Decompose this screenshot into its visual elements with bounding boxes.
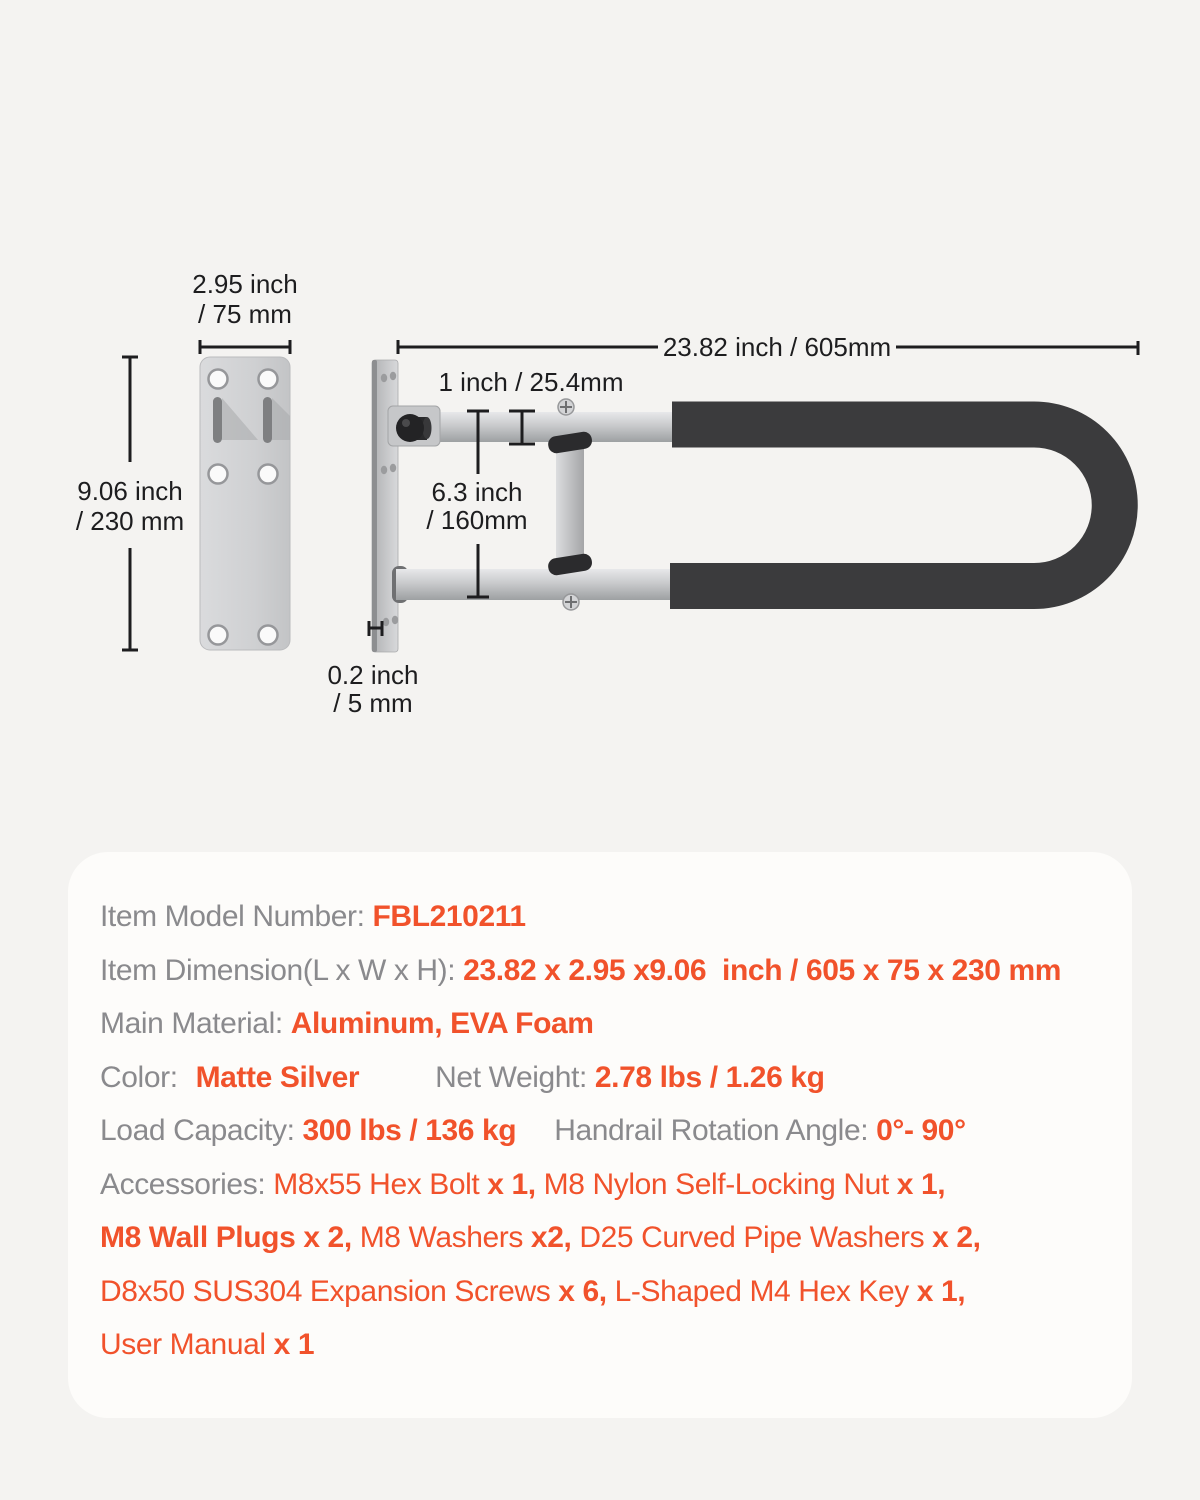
plate-width-dimension	[200, 340, 290, 354]
spec-segment: 2.78 lbs / 1.26 kg	[594, 1060, 825, 1094]
spec-segment: M8 Washers	[359, 1221, 531, 1254]
spec-line	[100, 1265, 1104, 1319]
plate-edge	[372, 360, 377, 652]
screw	[563, 594, 579, 610]
spec-segment: x 2,	[932, 1221, 981, 1254]
plate-thickness-label: 0.2 inch	[327, 660, 419, 690]
spec-segment: D8x50 SUS304 Expansion Screws	[100, 1274, 559, 1308]
spec-segment: x2,	[530, 1221, 580, 1254]
spec-card	[68, 852, 1132, 1418]
side-view-drawing	[327, 332, 1138, 718]
tube-diameter-label: 1 inch / 25.4mm	[438, 367, 624, 397]
spec-segment: L-Shaped M4 Hex Key	[614, 1274, 917, 1308]
plate-thickness-label: / 5 mm	[333, 688, 413, 718]
rail-gap-label: / 160mm	[426, 505, 528, 535]
spec-segment: D25 Curved Pipe Washers	[579, 1221, 933, 1254]
spec-segment: M8x55 Hex Bolt	[273, 1167, 488, 1201]
spec-segment: User Manual	[100, 1328, 274, 1361]
spec-segment: 23.82 x 2.95 x9.06 inch / 605 x 75 x 230 mm	[463, 953, 1061, 987]
spec-segment: x 1,	[916, 1274, 966, 1308]
spec-segment: Item Model Number:	[100, 900, 373, 933]
lower-tube	[396, 569, 680, 600]
plate-slot	[263, 397, 272, 443]
plate-slot	[213, 397, 222, 443]
spec-line	[100, 944, 1104, 998]
spec-segment: Item Dimension(L x W x H):	[100, 953, 464, 987]
plate-width-label: 2.95 inch	[192, 269, 298, 299]
spec-segment: x 1,	[896, 1167, 946, 1201]
spec-segment: FBL210211	[372, 900, 526, 933]
spec-segment: Net Weight:	[435, 1060, 595, 1094]
plate-height-label: / 230 mm	[75, 506, 185, 536]
spec-list	[100, 890, 1104, 1372]
pivot-knob-highlight	[402, 419, 410, 427]
spec-line	[100, 890, 1104, 944]
front-plate-drawing	[76, 269, 298, 650]
spec-segment: Main Material:	[100, 1007, 291, 1040]
spec-segment: x 6,	[558, 1274, 615, 1308]
spec-segment: Color:	[100, 1060, 186, 1094]
spec-line	[100, 1211, 1104, 1265]
spec-segment: 0°- 90°	[876, 1114, 966, 1147]
spec-segment: M8 Nylon Self-Locking Nut	[543, 1167, 897, 1201]
spec-segment: Handrail Rotation Angle:	[554, 1114, 877, 1147]
plate-width-label: / 75 mm	[198, 299, 292, 329]
spec-segment: Matte Silver	[195, 1060, 360, 1094]
spec-segment: M8 Wall Plugs x 2,	[100, 1221, 360, 1254]
spec-line	[100, 1104, 1104, 1158]
spec-segment: x 1	[273, 1328, 315, 1361]
spec-line	[100, 1158, 1104, 1212]
spec-segment: Load Capacity:	[100, 1114, 303, 1147]
plate-height-label: 9.06 inch	[77, 476, 183, 506]
spec-segment: 300 lbs / 136 kg	[302, 1114, 517, 1147]
spec-line	[100, 1051, 1104, 1105]
spec-line	[100, 997, 1104, 1051]
screw	[558, 399, 574, 415]
pivot-knob	[396, 414, 424, 442]
foam-grip	[670, 425, 1115, 587]
spec-line	[100, 1318, 1104, 1372]
connector-tube	[556, 442, 584, 570]
total-length-label: 23.82 inch / 605mm	[662, 332, 892, 362]
spec-segment: Accessories:	[100, 1167, 274, 1201]
spec-segment: Aluminum, EVA Foam	[290, 1007, 594, 1040]
rail-gap-label: 6.3 inch	[431, 477, 523, 507]
spec-segment: x 1,	[487, 1167, 544, 1201]
